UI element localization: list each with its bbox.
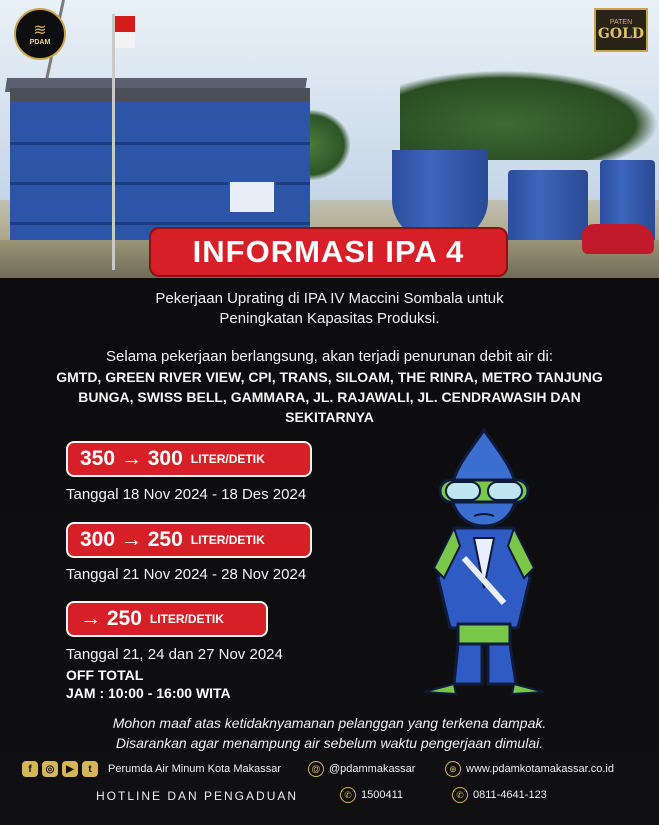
instagram-handle[interactable]: @ @pdammakassar xyxy=(308,761,415,777)
flow-badge: 300 → 250 LITER/DETIK xyxy=(66,522,312,558)
social-icons xyxy=(22,761,98,777)
whatsapp-number[interactable]: ✆ 0811-4641-123 xyxy=(452,787,547,803)
page-title: INFORMASI IPA 4 xyxy=(192,234,465,269)
off-total-hours: JAM : 10:00 - 16:00 WITA xyxy=(66,685,231,701)
title-banner xyxy=(151,229,506,275)
twitter-icon[interactable]: t xyxy=(82,761,98,777)
pdam-logo: ≋ PDAM xyxy=(14,8,66,60)
footer-contacts xyxy=(0,761,659,783)
red-car xyxy=(582,224,654,254)
flow-badge: → 250 LITER/DETIK xyxy=(66,601,268,637)
water-drop-mascot xyxy=(414,428,554,698)
water-tank xyxy=(508,170,588,245)
water-tank xyxy=(392,150,488,240)
facebook-icon[interactable]: f xyxy=(22,761,38,777)
waves-icon: ≋ xyxy=(33,21,47,39)
off-total-label: OFF TOTAL xyxy=(66,667,144,683)
flagpole xyxy=(112,14,115,270)
instagram-icon[interactable]: ◎ xyxy=(42,761,58,777)
flow-badge: 350 → 300 LITER/DETIK xyxy=(66,441,312,477)
apology-text: Mohon maaf atas ketidaknyamanan pelanggan yang terkena dampak. Disarankan agar menampung air sebelum waktu pengerjaan dimulai. xyxy=(112,715,547,751)
footer-hotline xyxy=(0,786,659,808)
phone-icon: ✆ xyxy=(340,787,356,803)
gold-badge: PATEN GOLD xyxy=(594,8,648,52)
schedule-date: Tanggal 18 Nov 2024 - 18 Des 2024 xyxy=(66,486,307,503)
signboard xyxy=(228,180,276,214)
hotline-label: HOTLINE DAN PENGADUAN xyxy=(96,789,299,803)
flag xyxy=(115,16,135,32)
instagram-icon: @ xyxy=(308,761,324,777)
phone-number[interactable]: ✆ 1500411 xyxy=(340,787,403,803)
youtube-icon[interactable]: ▶ xyxy=(62,761,78,777)
schedule-date: Tanggal 21, 24 dan 27 Nov 2024 xyxy=(66,646,283,663)
whatsapp-icon: ✆ xyxy=(452,787,468,803)
globe-icon: ⊕ xyxy=(445,761,461,777)
org-name: Perumda Air Minum Kota Makassar xyxy=(108,763,282,775)
intro-text: Pekerjaan Uprating di IPA IV Maccini Sombala untuk Peningkatan Kapasitas Produksi. xyxy=(155,290,504,327)
schedule-date: Tanggal 21 Nov 2024 - 28 Nov 2024 xyxy=(66,566,307,583)
affected-areas: Selama pekerjaan berlangsung, akan terjadi penurunan debit air di: GMTD, GREEN RIVER VIEW, CPI, TRANS, SILOAM, THE RINRA, METRO TANJUNG BUNGA, SWISS BELL, GAMMARA, JL. RAJAWALI, JL. CENDRAWASIH DAN SEKITARNYA xyxy=(56,348,603,425)
website-link[interactable]: ⊕ www.pdamkotamakassar.co.id xyxy=(445,761,614,777)
